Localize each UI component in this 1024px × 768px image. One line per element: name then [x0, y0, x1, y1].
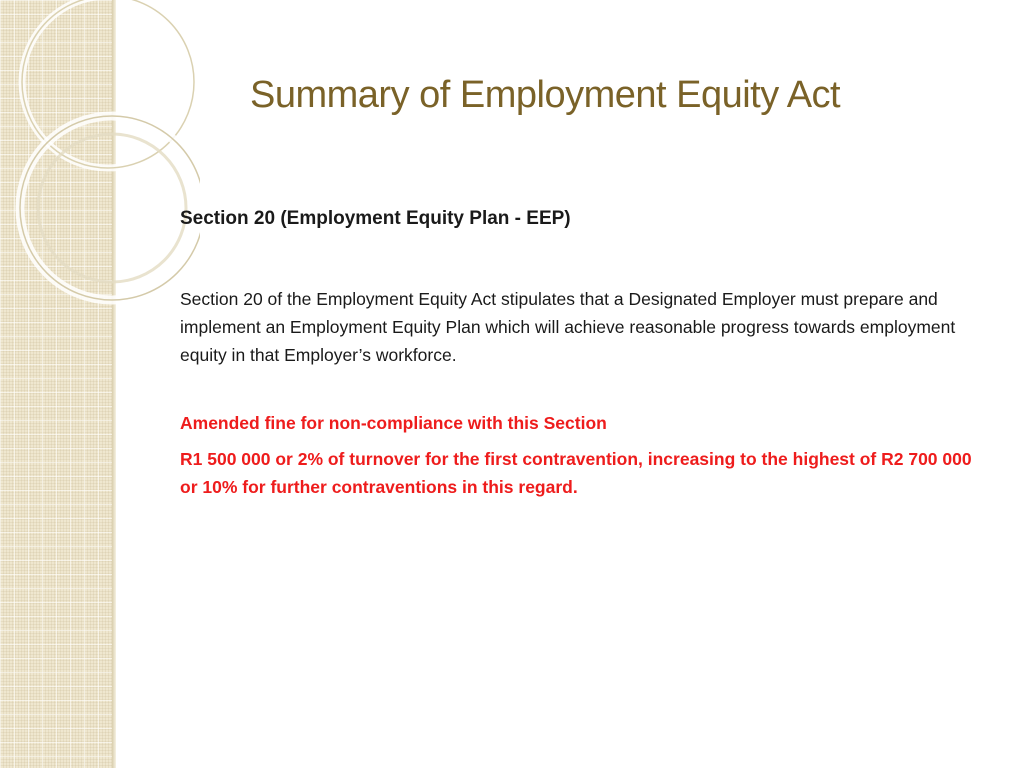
- slide-content: [180, 205, 990, 501]
- slide-title: Summary of Employment Equity Act: [250, 74, 841, 116]
- section-heading: Section 20 (Employment Equity Plan - EEP): [180, 208, 571, 229]
- decorative-rings-icon: [0, 0, 200, 320]
- section-description: Section 20 of the Employment Equity Act stipulates that a Designated Employer must prepare and implement an Employment Equity Plan which will achieve reasonable progress towards employment equity in that Employer’s workforce.: [180, 289, 956, 365]
- fine-heading: Amended fine for non-compliance with this Section: [180, 413, 607, 433]
- fine-details: R1 500 000 or 2% of turnover for the first contravention, increasing to the highest of R2 700 000 or 10% for further contraventions in this regard.: [180, 449, 972, 497]
